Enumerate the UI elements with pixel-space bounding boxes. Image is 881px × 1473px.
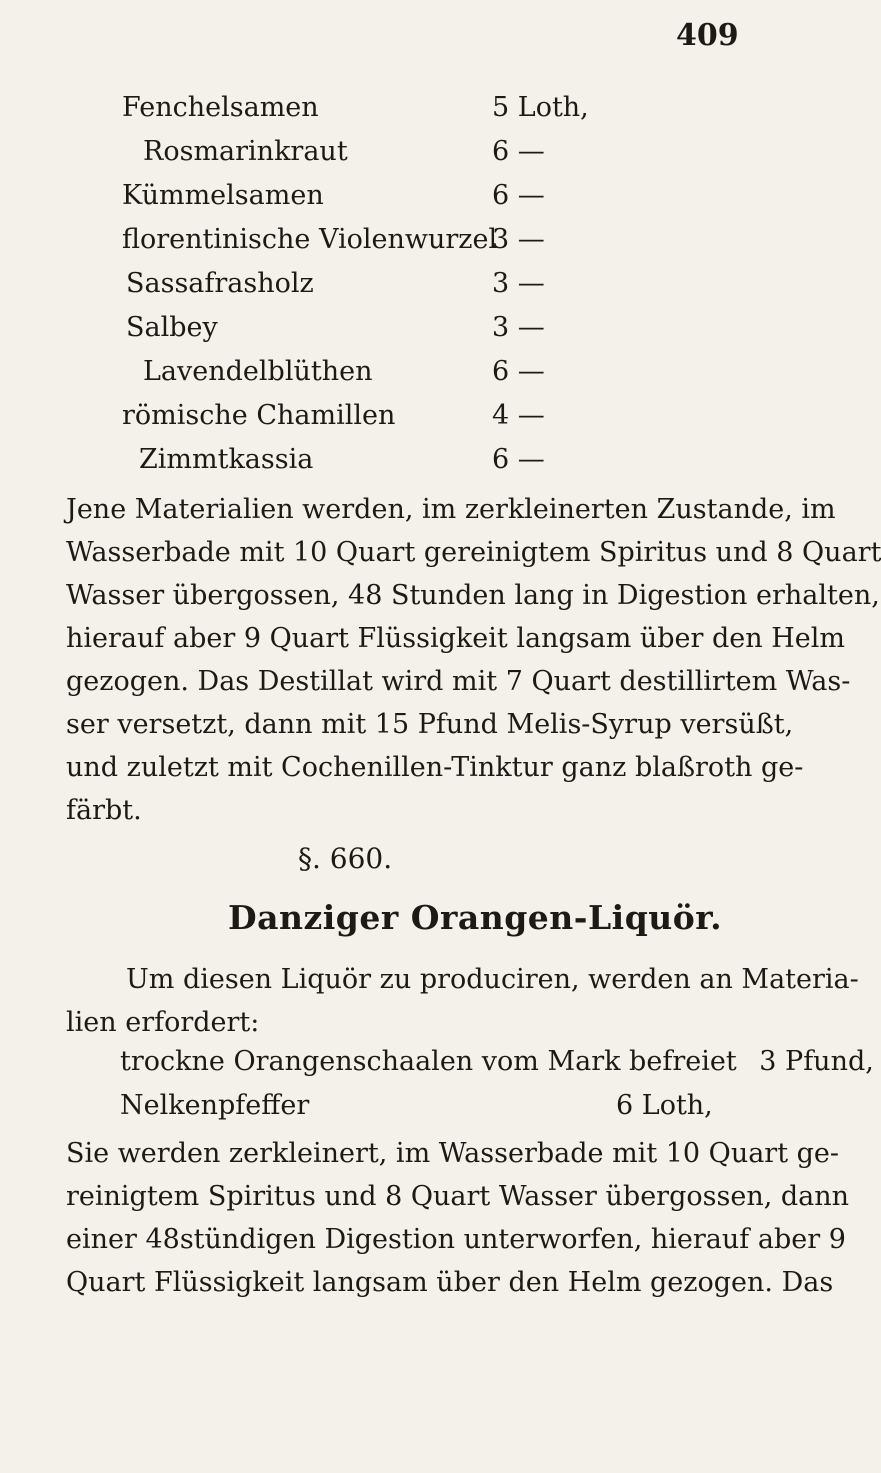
text-line: hierauf aber 9 Quart Flüssigkeit langsam über den Helm [66, 623, 846, 654]
text-line: färbt. [66, 795, 142, 826]
material-row [120, 1046, 874, 1077]
ingredient-qty: 6 — [492, 180, 545, 211]
ingredient-name: florentinische Violenwurzel [122, 224, 498, 255]
paragraph-1 [66, 488, 881, 832]
text-line: Wasser übergossen, 48 Stunden lang in Digestion erhalten, [66, 580, 880, 611]
ingredient-name: Rosmarinkraut [143, 136, 348, 167]
ingredient-name: römische Chamillen [122, 400, 396, 431]
ingredient-qty: 6 — [492, 444, 545, 475]
material-qty: 6 Loth, [616, 1090, 713, 1121]
text-line: Quart Flüssigkeit langsam über den Helm gezogen. Das [66, 1267, 834, 1298]
ingredient-name: Kümmelsamen [122, 180, 324, 211]
text-line: und zuletzt mit Cochenillen-Tinktur ganz blaßroth ge- [66, 752, 804, 783]
paragraph-3 [66, 1132, 850, 1304]
ingredient-qty: 6 — [492, 136, 545, 167]
ingredient-qty: 3 — [492, 268, 545, 299]
text-line: Jene Materialien werden, im zerkleinerten Zustande, im [66, 494, 836, 525]
text-line: Sie werden zerkleinert, im Wasserbade mit 10 Quart ge- [66, 1138, 840, 1169]
text-line: lien erfordert: [66, 1007, 260, 1038]
text-line: einer 48stündigen Digestion unterworfen, hierauf aber 9 [66, 1224, 846, 1255]
ingredient-name: Sassafrasholz [126, 268, 314, 299]
material-name: Nelkenpfeffer [120, 1090, 310, 1121]
page-number: 409 [676, 18, 739, 53]
ingredient-qty: 3 — [492, 224, 545, 255]
material-row [120, 1090, 760, 1121]
paragraph-2 [66, 958, 859, 1044]
ingredient-name: Lavendelblüthen [143, 356, 373, 387]
ingredient-name: Fenchelsamen [122, 92, 319, 123]
material-qty: 3 Pfund, [759, 1046, 874, 1077]
text-line: reinigtem Spiritus und 8 Quart Wasser übergossen, dann [66, 1181, 850, 1212]
ingredient-qty: 5 Loth, [492, 92, 589, 123]
ingredient-qty: 3 — [492, 312, 545, 343]
text-line: Wasserbade mit 10 Quart gereinigtem Spiritus und 8 Quart [66, 537, 881, 568]
ingredient-qty: 6 — [492, 356, 545, 387]
ingredient-qty: 4 — [492, 400, 545, 431]
text-line: gezogen. Das Destillat wird mit 7 Quart destillirtem Was- [66, 666, 851, 697]
ingredient-name: Salbey [126, 312, 218, 343]
text-line: ser versetzt, dann mit 15 Pfund Melis-Syrup versüßt, [66, 709, 794, 740]
material-name: trockne Orangenschaalen vom Mark befreiet [120, 1046, 737, 1077]
ingredient-name: Zimmtkassia [139, 444, 314, 475]
section-heading: Danziger Orangen-Liquör. [228, 898, 723, 937]
text-line: Um diesen Liquör zu produciren, werden an Materia- [126, 964, 859, 995]
section-number: §. 660. [298, 842, 393, 875]
